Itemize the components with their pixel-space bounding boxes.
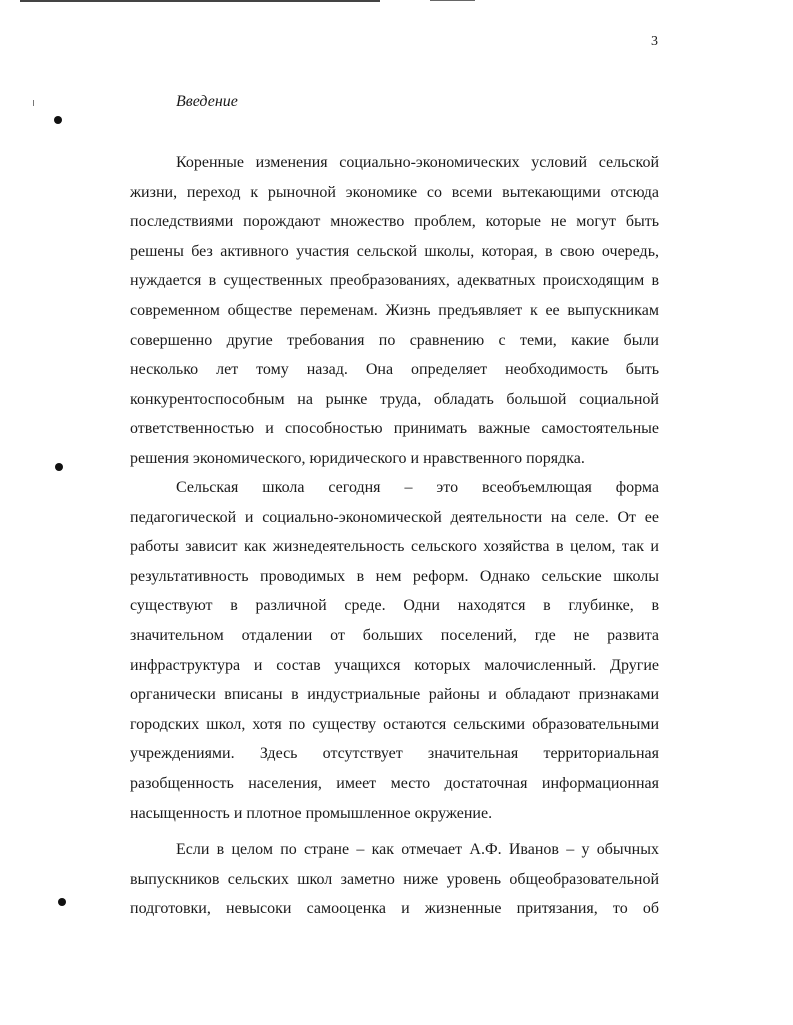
text-line: ответственностью и способностью принимать важные самостоятельные <box>130 420 659 438</box>
binding-hole-mark <box>58 898 66 906</box>
text-line: разобщенность населения, имеет место достаточная информационная <box>130 774 659 792</box>
text-line: работы зависит как жизнедеятельность сельского хозяйства в целом, так и <box>130 538 659 556</box>
text-line: Если в целом по стране – как отмечает А.Ф. Иванов – у обычных <box>176 841 659 858</box>
text-line: органически вписаны в индустриальные районы и обладают признаками <box>130 686 659 704</box>
text-line: Сельская школа сегодня – это всеобъемлющая форма <box>176 479 659 496</box>
text-line: значительном отдалении от больших поселений, где не развита <box>130 626 659 644</box>
text-line: городских школ, хотя по существу остаются сельскими образовательными <box>130 715 659 733</box>
scan-edge-line <box>430 0 475 1</box>
text-line: решения экономического, юридического и нравственного порядка. <box>130 449 585 467</box>
text-line: современном обществе переменам. Жизнь предъявляет к ее выпускникам <box>130 301 659 319</box>
text-line: педагогической и социально-экономической деятельности на селе. От ее <box>130 508 659 526</box>
paragraph-3 <box>130 835 659 924</box>
text-line: инфраструктура и состав учащихся которых малочисленный. Другие <box>130 656 659 674</box>
text-line: несколько лет тому назад. Она определяет необходимость быть <box>130 361 659 379</box>
text-line: совершенно другие требования по сравнению с теми, какие были <box>130 331 659 349</box>
binding-hole-mark <box>55 463 63 471</box>
text-line: существуют в различной среде. Одни находятся в глубинке, в <box>130 597 659 615</box>
section-heading: Введение <box>176 93 238 110</box>
text-line: Коренные изменения социально-экономических условий сельской <box>176 154 659 171</box>
text-line: жизни, переход к рыночной экономике со всеми вытекающими отсюда <box>130 183 659 201</box>
text-line: решены без активного участия сельской школы, которая, в свою очередь, <box>130 242 659 260</box>
scan-artifact <box>33 100 34 106</box>
text-line: насыщенность и плотное промышленное окружение. <box>130 804 493 822</box>
text-line: последствиями порождают множество проблем, которые не могут быть <box>130 213 659 231</box>
paragraph-2 <box>130 473 659 828</box>
text-line: конкурентоспособным на рынке труда, обладать большой социальной <box>130 390 659 408</box>
binding-hole-mark <box>54 116 62 124</box>
text-line: учреждениями. Здесь отсутствует значительная территориальная <box>130 745 659 763</box>
page-number: 3 <box>651 34 658 49</box>
scan-edge-line <box>20 0 380 2</box>
text-line: подготовки, невысоки самооценка и жизненные притязания, то об <box>130 900 659 918</box>
paragraph-1 <box>130 148 659 474</box>
text-line: нуждается в существенных преобразованиях, адекватных происходящим в <box>130 272 659 290</box>
text-line: выпускников сельских школ заметно ниже уровень общеобразовательной <box>130 870 659 888</box>
text-line: результативность проводимых в нем реформ. Однако сельские школы <box>130 567 659 585</box>
